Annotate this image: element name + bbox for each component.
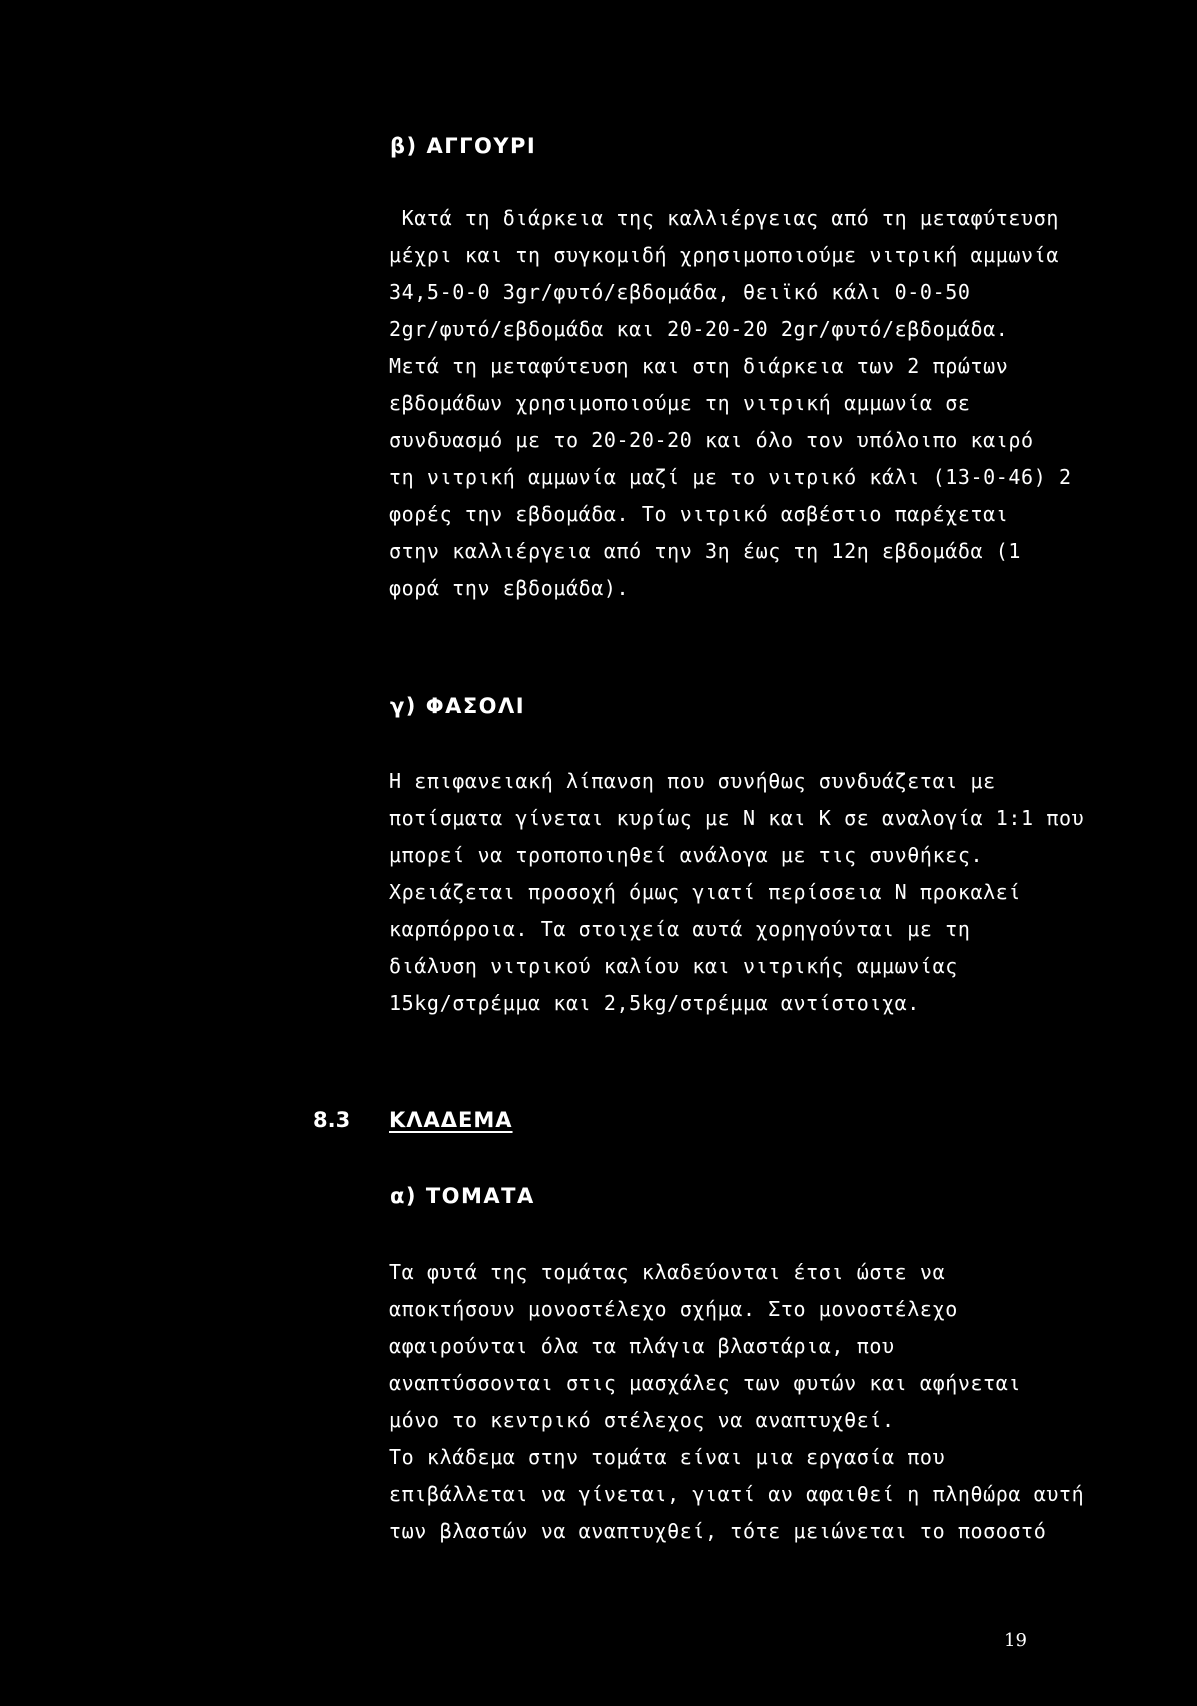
text-line: επιβάλλεται να γίνεται, γιατί αν αφαιθεί η πληθώρα αυτή	[389, 1482, 1085, 1506]
text-line: Τα φυτά της τομάτας κλαδεύονται έτσι ώστε να	[389, 1260, 946, 1284]
text-line: στην καλλιέργεια από την 3η έως τη 12η εβδομάδα (1	[389, 539, 1022, 563]
text-line: μπορεί να τροποποιηθεί ανάλογα με τις συνθήκες.	[389, 843, 984, 867]
cucumber-heading: β) ΑΓΓΟΥΡΙ	[390, 134, 537, 158]
section-number: 8.3	[313, 1108, 351, 1132]
text-line: Η επιφανειακή λίπανση που συνήθως συνδυάζεται με	[389, 769, 996, 793]
text-line: αποκτήσουν μονοστέλεχο σχήμα. Στο μονοστέλεχο	[389, 1297, 958, 1321]
section-title: ΚΛΑΔΕΜΑ	[389, 1108, 513, 1132]
text-line: διάλυση νιτρικού καλίου και νιτρικής αμμωνίας	[389, 954, 958, 978]
text-line: καρπόρροια. Τα στοιχεία αυτά χορηγούνται με τη	[389, 917, 971, 941]
text-line: αναπτύσσονται στις μασχάλες των φυτών και αφήνεται	[389, 1371, 1022, 1395]
text-line: 2gr/φυτό/εβδομάδα και 20-20-20 2gr/φυτό/εβδομάδα.	[389, 317, 1009, 341]
cucumber-paragraph	[389, 200, 1072, 607]
tomato-paragraph	[389, 1254, 1084, 1550]
text-line: 15kg/στρέμμα και 2,5kg/στρέμμα αντίστοιχα.	[389, 991, 920, 1015]
text-line: τη νιτρική αμμωνία μαζί με το νιτρικό κάλι (13-0-46) 2	[389, 465, 1072, 489]
text-line: 34,5-0-0 3gr/φυτό/εβδομάδα, θειϊκό κάλι 0-0-50	[389, 280, 971, 304]
bean-paragraph	[389, 763, 1084, 1022]
text-line: φορές την εβδομάδα. Το νιτρικό ασβέστιο παρέχεται	[389, 502, 1009, 526]
bean-heading: γ) ΦΑΣΟΛΙ	[390, 694, 526, 718]
text-line: των βλαστών να αναπτυχθεί, τότε μειώνεται το ποσοστό	[389, 1519, 1047, 1543]
text-line: Χρειάζεται προσοχή όμως γιατί περίσσεια Ν προκαλεί	[389, 880, 1022, 904]
text-line: Το κλάδεμα στην τομάτα είναι μια εργασία που	[389, 1445, 946, 1469]
text-line: συνδυασμό με το 20-20-20 και όλο τον υπόλοιπο καιρό	[389, 428, 1034, 452]
page-number: 19	[1004, 1630, 1027, 1651]
tomato-heading: α) ΤΟΜΑΤΑ	[390, 1184, 535, 1208]
text-line: φορά την εβδομάδα).	[389, 576, 630, 600]
text-line: μέχρι και τη συγκομιδή χρησιμοποιούμε νιτρική αμμωνία	[389, 243, 1059, 267]
text-line: μόνο το κεντρικό στέλεχος να αναπτυχθεί.	[389, 1408, 895, 1432]
text-line: ποτίσματα γίνεται κυρίως με Ν και Κ σε αναλογία 1:1 που	[389, 806, 1085, 830]
text-line: Κατά τη διάρκεια της καλλιέργειας από τη μεταφύτευση	[389, 206, 1059, 230]
text-line: αφαιρούνται όλα τα πλάγια βλαστάρια, που	[389, 1334, 895, 1358]
text-line: Μετά τη μεταφύτευση και στη διάρκεια των 2 πρώτων	[389, 354, 1009, 378]
text-line: εβδομάδων χρησιμοποιούμε τη νιτρική αμμωνία σε	[389, 391, 971, 415]
